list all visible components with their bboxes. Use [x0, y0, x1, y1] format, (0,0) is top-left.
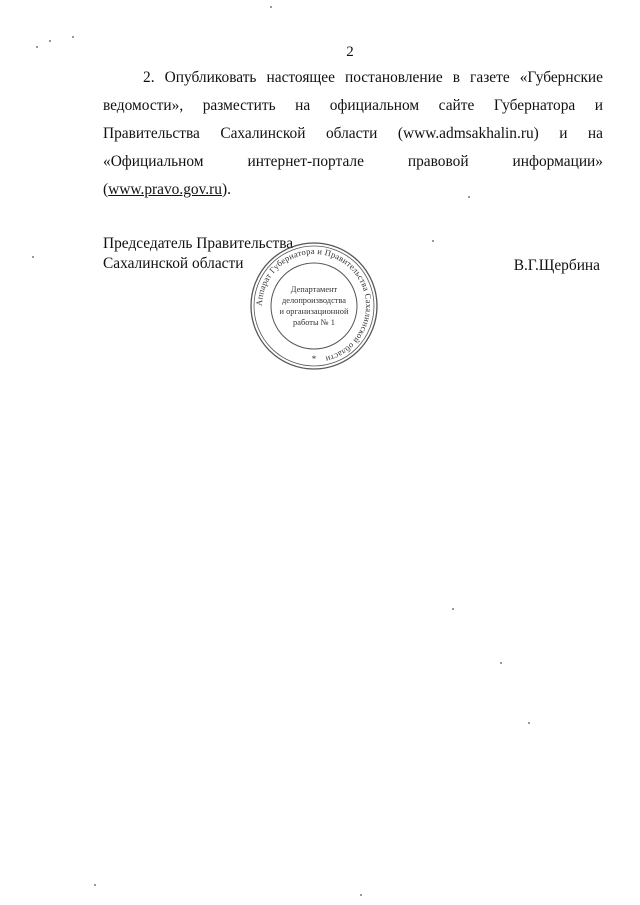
- stamp-outer-ring: [251, 243, 377, 369]
- stamp-center-line4: работы № 1: [293, 318, 335, 327]
- stamp-center-line1: Департамент: [290, 285, 338, 294]
- scan-speck: [49, 40, 51, 42]
- stamp-ring-textpath: Аппарат Губернатора и Правительства Сахалинской области: [253, 245, 375, 365]
- scan-speck: [94, 884, 96, 886]
- page-number: 2: [346, 44, 354, 60]
- stamp-center-line3: и организационной: [279, 307, 349, 316]
- paragraph-text: 2. Опубликовать настоящее постановление в газете «Губернские ведомости», разместить на официальном сайте Губернатора и Правительства Сахалинской области (www.admsakhalin.ru) и на «Официальном интернет-портале правовой информации» (: [103, 69, 603, 198]
- signer-name: В.Г.Щербина: [513, 257, 600, 274]
- body-paragraph: [103, 64, 603, 204]
- signature-title-line2: Сахалинской области: [103, 255, 244, 272]
- stamp-center-line2: делопроизводства: [281, 296, 347, 305]
- scan-speck: [72, 36, 74, 38]
- scan-speck: [360, 894, 362, 896]
- paragraph-text-end: ).: [221, 181, 231, 198]
- stamp-ring-text: [254, 246, 374, 365]
- scan-speck: [528, 722, 530, 724]
- scan-speck: [500, 662, 502, 664]
- pravo-link[interactable]: www.pravo.gov.ru: [108, 181, 222, 198]
- scan-speck: [452, 608, 454, 610]
- stamp-inner-ring: [271, 263, 357, 349]
- scan-speck: [32, 256, 34, 258]
- stamp-star: *: [311, 354, 317, 364]
- scan-speck: [432, 240, 434, 242]
- scan-speck: [270, 6, 272, 8]
- official-stamp: [248, 240, 380, 372]
- signature-title-line1: Председатель Правительства: [103, 235, 294, 252]
